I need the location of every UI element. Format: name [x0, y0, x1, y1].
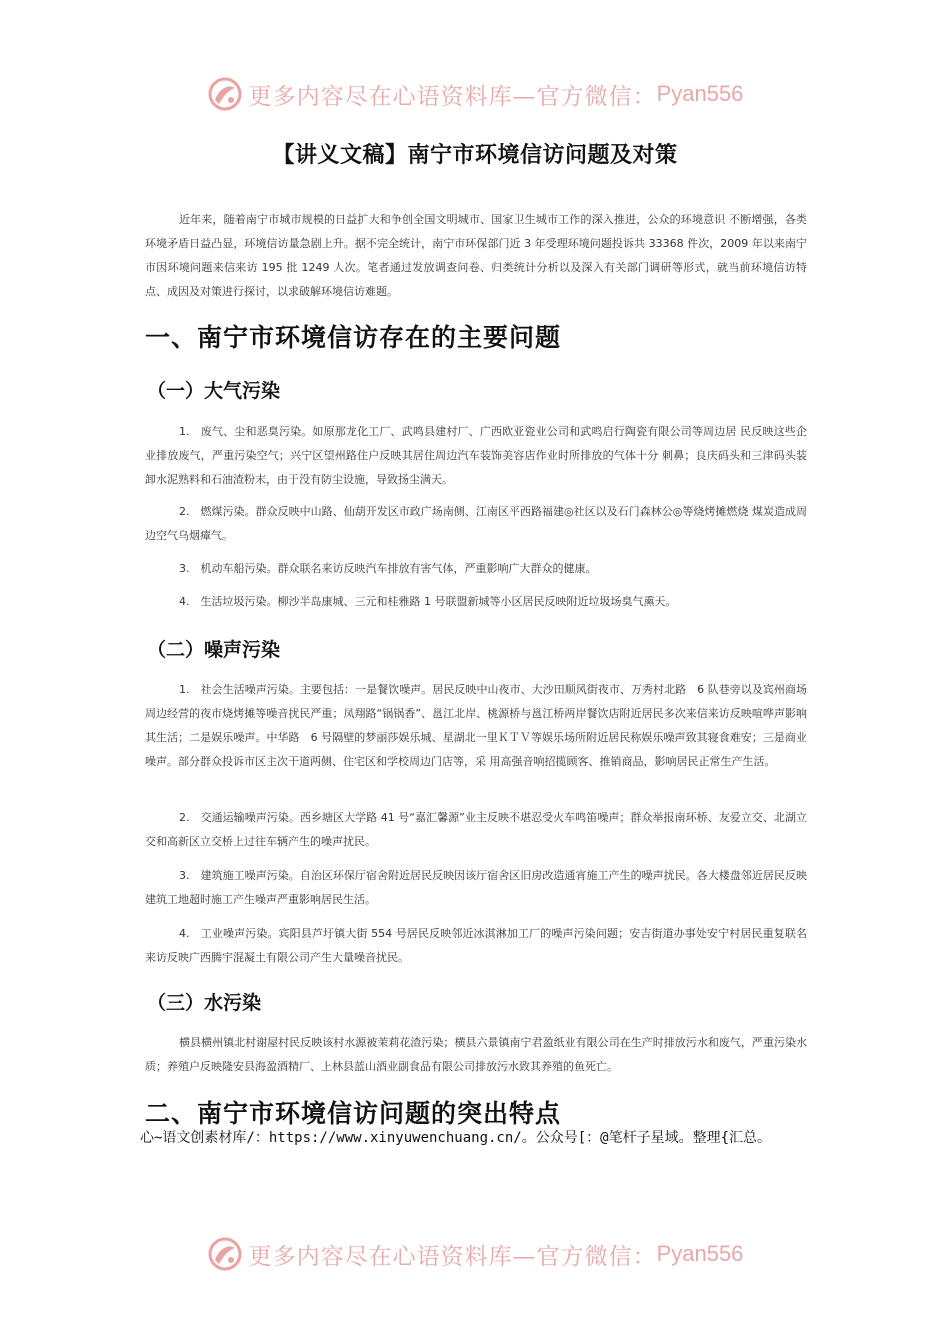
- air-item-1: 1. 废气、尘和恶臭污染。如原那龙化工厂、武鸣县建村厂、广西欧亚瓷业公司和武鸣启行陶瓷有限公司等周边居 民反映这些企业排放废气，严重污染空气；兴宁区望州路住户反映其居住周边汽车装饰美容店作业时所排放的气体十分 刺鼻；良庆码头和三津码头装卸水泥熟料和石油渣粉末，由于没有防尘设施，导致扬尘满天。: [145, 425, 807, 486]
- subsection-noise-heading: （二）噪声污染: [147, 639, 281, 661]
- water-paragraph: 横县横州镇北村谢屋村民反映该村水源被茉莉花渣污染；横县六景镇南宁君盈纸业有限公司在生产时排放污水和废气，严重污染水质；养殖户反映隆安县海盈酒精厂、上林县蓝山酒业副食品有限公司排放污水致其养殖的鱼死亡。: [145, 1036, 807, 1073]
- noise-item-4: 4. 工业噪声污染。宾阳县芦圩镇大街 554 号居民反映邻近冰淇淋加工厂的噪声污染问题；安吉街道办事处安宁村居民重复联名来访反映广西腾宇混凝土有限公司产生大量噪音扰民。: [145, 927, 807, 964]
- noise-item-1: 1. 社会生活噪声污染。主要包括：一是餐饮噪声。居民反映中山夜市、大沙田顺风街夜市、万秀村北路 6 队巷旁以及宾州商场周边经营的夜市烧烤摊等噪音扰民严重；凤翔路“锅锅香”、邕江北岸、桃源桥与邕江桥两岸餐饮店附近居民多次来信来访反映喧哗声影响其生活；二是娱乐噪声。中华路 6 号隔壁的梦丽莎娱乐城、星湖北一里ＫＴＶ等娱乐场所附近居民称娱乐噪声致其寝食难安；三是商业噪声。部分群众投诉市区主次干道两侧、住宅区和学校周边门店等，采 用高强音响招揽顾客、推销商品，影响居民正常生产生活。: [145, 683, 807, 768]
- footer-banner: [0, 1232, 950, 1276]
- subsection-air-heading: （一）大气污染: [147, 380, 281, 402]
- header-banner: [0, 72, 950, 116]
- banner-wechat-id: Pyan556: [656, 81, 744, 106]
- air-item-2: 2. 燃煤污染。群众反映中山路、仙葫开发区市政广场南侧、江南区平西路福建◎社区以及石门森林公◎等烧烤摊燃烧 煤炭造成周边空气乌烟瘴气。: [145, 505, 807, 542]
- source-footer-text: 心~语文创素材库/：https://www.xinyuwenchuang.cn/。公众号[：@笔杆子星域。整理{汇总。: [140, 1130, 772, 1146]
- document-title: 【讲义文稿】南宁市环境信访问题及对策: [272, 143, 678, 168]
- air-item-3: 3. 机动车船污染。群众联名来访反映汽车排放有害气体，严重影响广大群众的健康。: [179, 562, 597, 575]
- subsection-water-heading: （三）水污染: [147, 992, 262, 1014]
- banner-text: 更多内容尽在心语资料库—官方微信：: [248, 1243, 657, 1270]
- banner-text: 更多内容尽在心语资料库—官方微信：: [248, 83, 657, 110]
- noise-item-2: 2. 交通运输噪声污染。西乡塘区大学路 41 号“嘉汇馨源”业主反映不堪忍受火车鸣笛噪声；群众举报南环桥、友爱立交、北湖立交和高新区立交桥上过往车辆产生的噪声扰民。: [145, 811, 807, 848]
- intro-paragraph: 近年来，随着南宁市城市规模的日益扩大和争创全国文明城市、国家卫生城市工作的深入推进，公众的环境意识 不断增强，各类环境矛盾日益凸显，环境信访量急剧上升。据不完全统计，南宁市环保部门近 3 年受理环境问题投诉共 33368 件次，2009 年以来南宁市因环境问题来信来访 195 批 1249 人次。笔者通过发放调查问卷、归类统计分析以及深入有关部门调研等形式，就当前环境信访特点、成因及对策进行探讨，以求破解环境信访难题。: [145, 213, 807, 298]
- section2-heading: 二、南宁市环境信访问题的突出特点: [145, 1099, 562, 1128]
- section1-heading: 一、南宁市环境信访存在的主要问题: [145, 323, 562, 352]
- brand-logo-icon: [207, 1236, 243, 1272]
- air-item-4: 4. 生活垃圾污染。柳沙半岛康城、三元和桂雅路 1 号联盟新城等小区居民反映附近垃圾场臭气熏天。: [179, 595, 677, 608]
- banner-wechat-id: Pyan556: [656, 1241, 744, 1266]
- brand-logo-icon: [207, 76, 243, 112]
- noise-item-3: 3. 建筑施工噪声污染。自治区环保厅宿舍附近居民反映因该厅宿舍区旧房改造通宵施工产生的噪声扰民。各大楼盘邻近居民反映建筑工地超时施工产生噪声严重影响居民生活。: [145, 869, 807, 906]
